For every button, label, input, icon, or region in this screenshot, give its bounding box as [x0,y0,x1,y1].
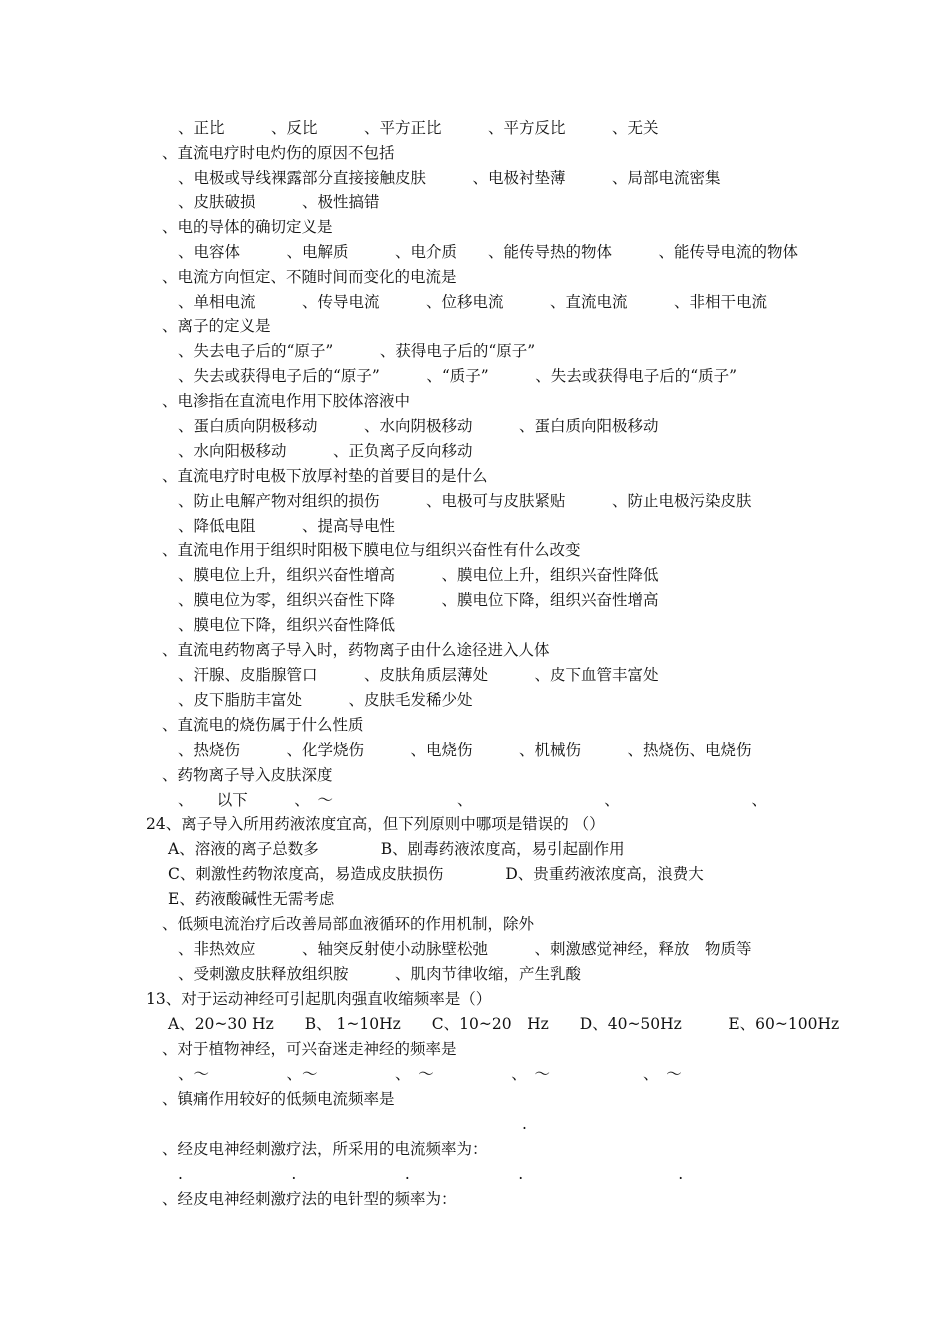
line-options-pad-1: 、防止电解产物对组织的损伤 、电极可与皮肤紧贴 、防止电极污染皮肤 [178,492,752,510]
question-24: 24、离子导入所用药液浓度宜高，但下列原则中哪项是错误的 （） [146,815,605,833]
question-analgesia: 、镇痛作用较好的低频电流频率是 [162,1090,395,1108]
question-ion-route: 、直流电药物离子导入时，药物离子由什么途径进入人体 [162,641,550,659]
line-options-24-ab: A、溶液的离子总数多 B、剧毒药液浓度高，易引起副作用 [168,840,625,858]
question-burn-causes: 、直流电疗时电灼伤的原因不包括 [162,144,395,162]
line-options-lowfreq-2: 、受刺激皮肤释放组织胺 、肌肉节律收缩，产生乳酸 [178,965,582,983]
line-options-depth: 、 以下 、 ～ 、 、 、 [178,791,768,809]
line-options-current: 、单相电流 、传导电流 、位移电流 、直流电流 、非相干电流 [178,293,768,311]
line-options-ratio: 、正比 、反比 、平方正比 、平方反比 、无关 [178,119,659,137]
question-direct-current: 、电流方向恒定、不随时间而变化的电流是 [162,268,457,286]
question-ion-depth: 、药物离子导入皮肤深度 [162,766,333,784]
line-options-burn-2: 、皮肤破损 、极性搞错 [178,193,380,211]
question-ion: 、离子的定义是 [162,317,271,335]
line-options-route-1: 、汗腺、皮脂腺管口 、皮肤角质层薄处 、皮下血管丰富处 [178,666,659,684]
line-options-tens: . . . . . [178,1165,684,1183]
question-burn-nature: 、直流电的烧伤属于什么性质 [162,716,364,734]
line-options-ion-1: 、失去电子后的“原子” 、获得电子后的“原子” [178,342,536,360]
line-options-lowfreq-1: 、非热效应 、轴突反射使小动脉壁松弛 、刺激感觉神经，释放 物质等 [178,940,752,958]
question-electroosmosis: 、电渗指在直流电作用下胶体溶液中 [162,392,411,410]
question-low-frequency: 、低频电流治疗后改善局部血液循环的作用机制，除外 [162,915,535,933]
question-conductor: 、电的导体的确切定义是 [162,218,333,236]
line-options-anode-3: 、膜电位下降，组织兴奋性降低 [178,616,396,634]
line-options-anode-1: 、膜电位上升，组织兴奋性增高 、膜电位上升，组织兴奋性降低 [178,566,659,584]
line-options-vagus: 、～ 、～ 、 ～ 、 ～ 、 ～ [178,1065,682,1083]
line-options-burn-nature: 、热烧伤 、化学烧伤 、电烧伤 、机械伤 、热烧伤、电烧伤 [178,741,752,759]
line-options-conductor: 、电容体 、电解质 、电介质 、能传导热的物体 、能传导电流的物体 [178,243,799,261]
question-tens-needle: 、经皮电神经刺激疗法的电针型的频率为： [162,1190,457,1208]
question-13: 13、对于运动神经可引起肌肉强直收缩频率是（） [146,990,492,1008]
line-options-burn-1: 、电极或导线裸露部分直接接触皮肤 、电极衬垫薄 、局部电流密集 [178,169,721,187]
line-options-route-2: 、皮下脂肪丰富处 、皮肤毛发稀少处 [178,691,473,709]
question-tens: 、经皮电神经刺激疗法，所采用的电流频率为： [162,1140,488,1158]
line-options-pad-2: 、降低电阻 、提高导电性 [178,517,396,535]
line-options-osmosis-2: 、水向阳极移动 、正负离子反向移动 [178,442,473,460]
question-thick-pad: 、直流电疗时电极下放厚衬垫的首要目的是什么 [162,467,488,485]
line-options-24-cd: C、刺激性药物浓度高，易造成皮肤损伤 D、贵重药液浓度高，浪费大 [168,865,704,883]
line-options-24-e: E、药液酸碱性无需考虑 [168,890,335,908]
line-options-anode-2: 、膜电位为零，组织兴奋性下降 、膜电位下降，组织兴奋性增高 [178,591,659,609]
line-options-13: A、20~30 Hz B、 1~10Hz C、10~20 Hz D、40~50Hz E、60~100Hz [168,1015,840,1033]
question-vagus: 、对于植物神经，可兴奋迷走神经的频率是 [162,1040,457,1058]
question-anode-potential: 、直流电作用于组织时阳极下膜电位与组织兴奋性有什么改变 [162,541,581,559]
line-options-ion-2: 、失去或获得电子后的“原子” 、“质子” 、失去或获得电子后的“质子” [178,367,738,385]
line-options-osmosis-1: 、蛋白质向阴极移动 、水向阴极移动 、蛋白质向阳极移动 [178,417,659,435]
line-options-analgesia: . [522,1115,527,1133]
